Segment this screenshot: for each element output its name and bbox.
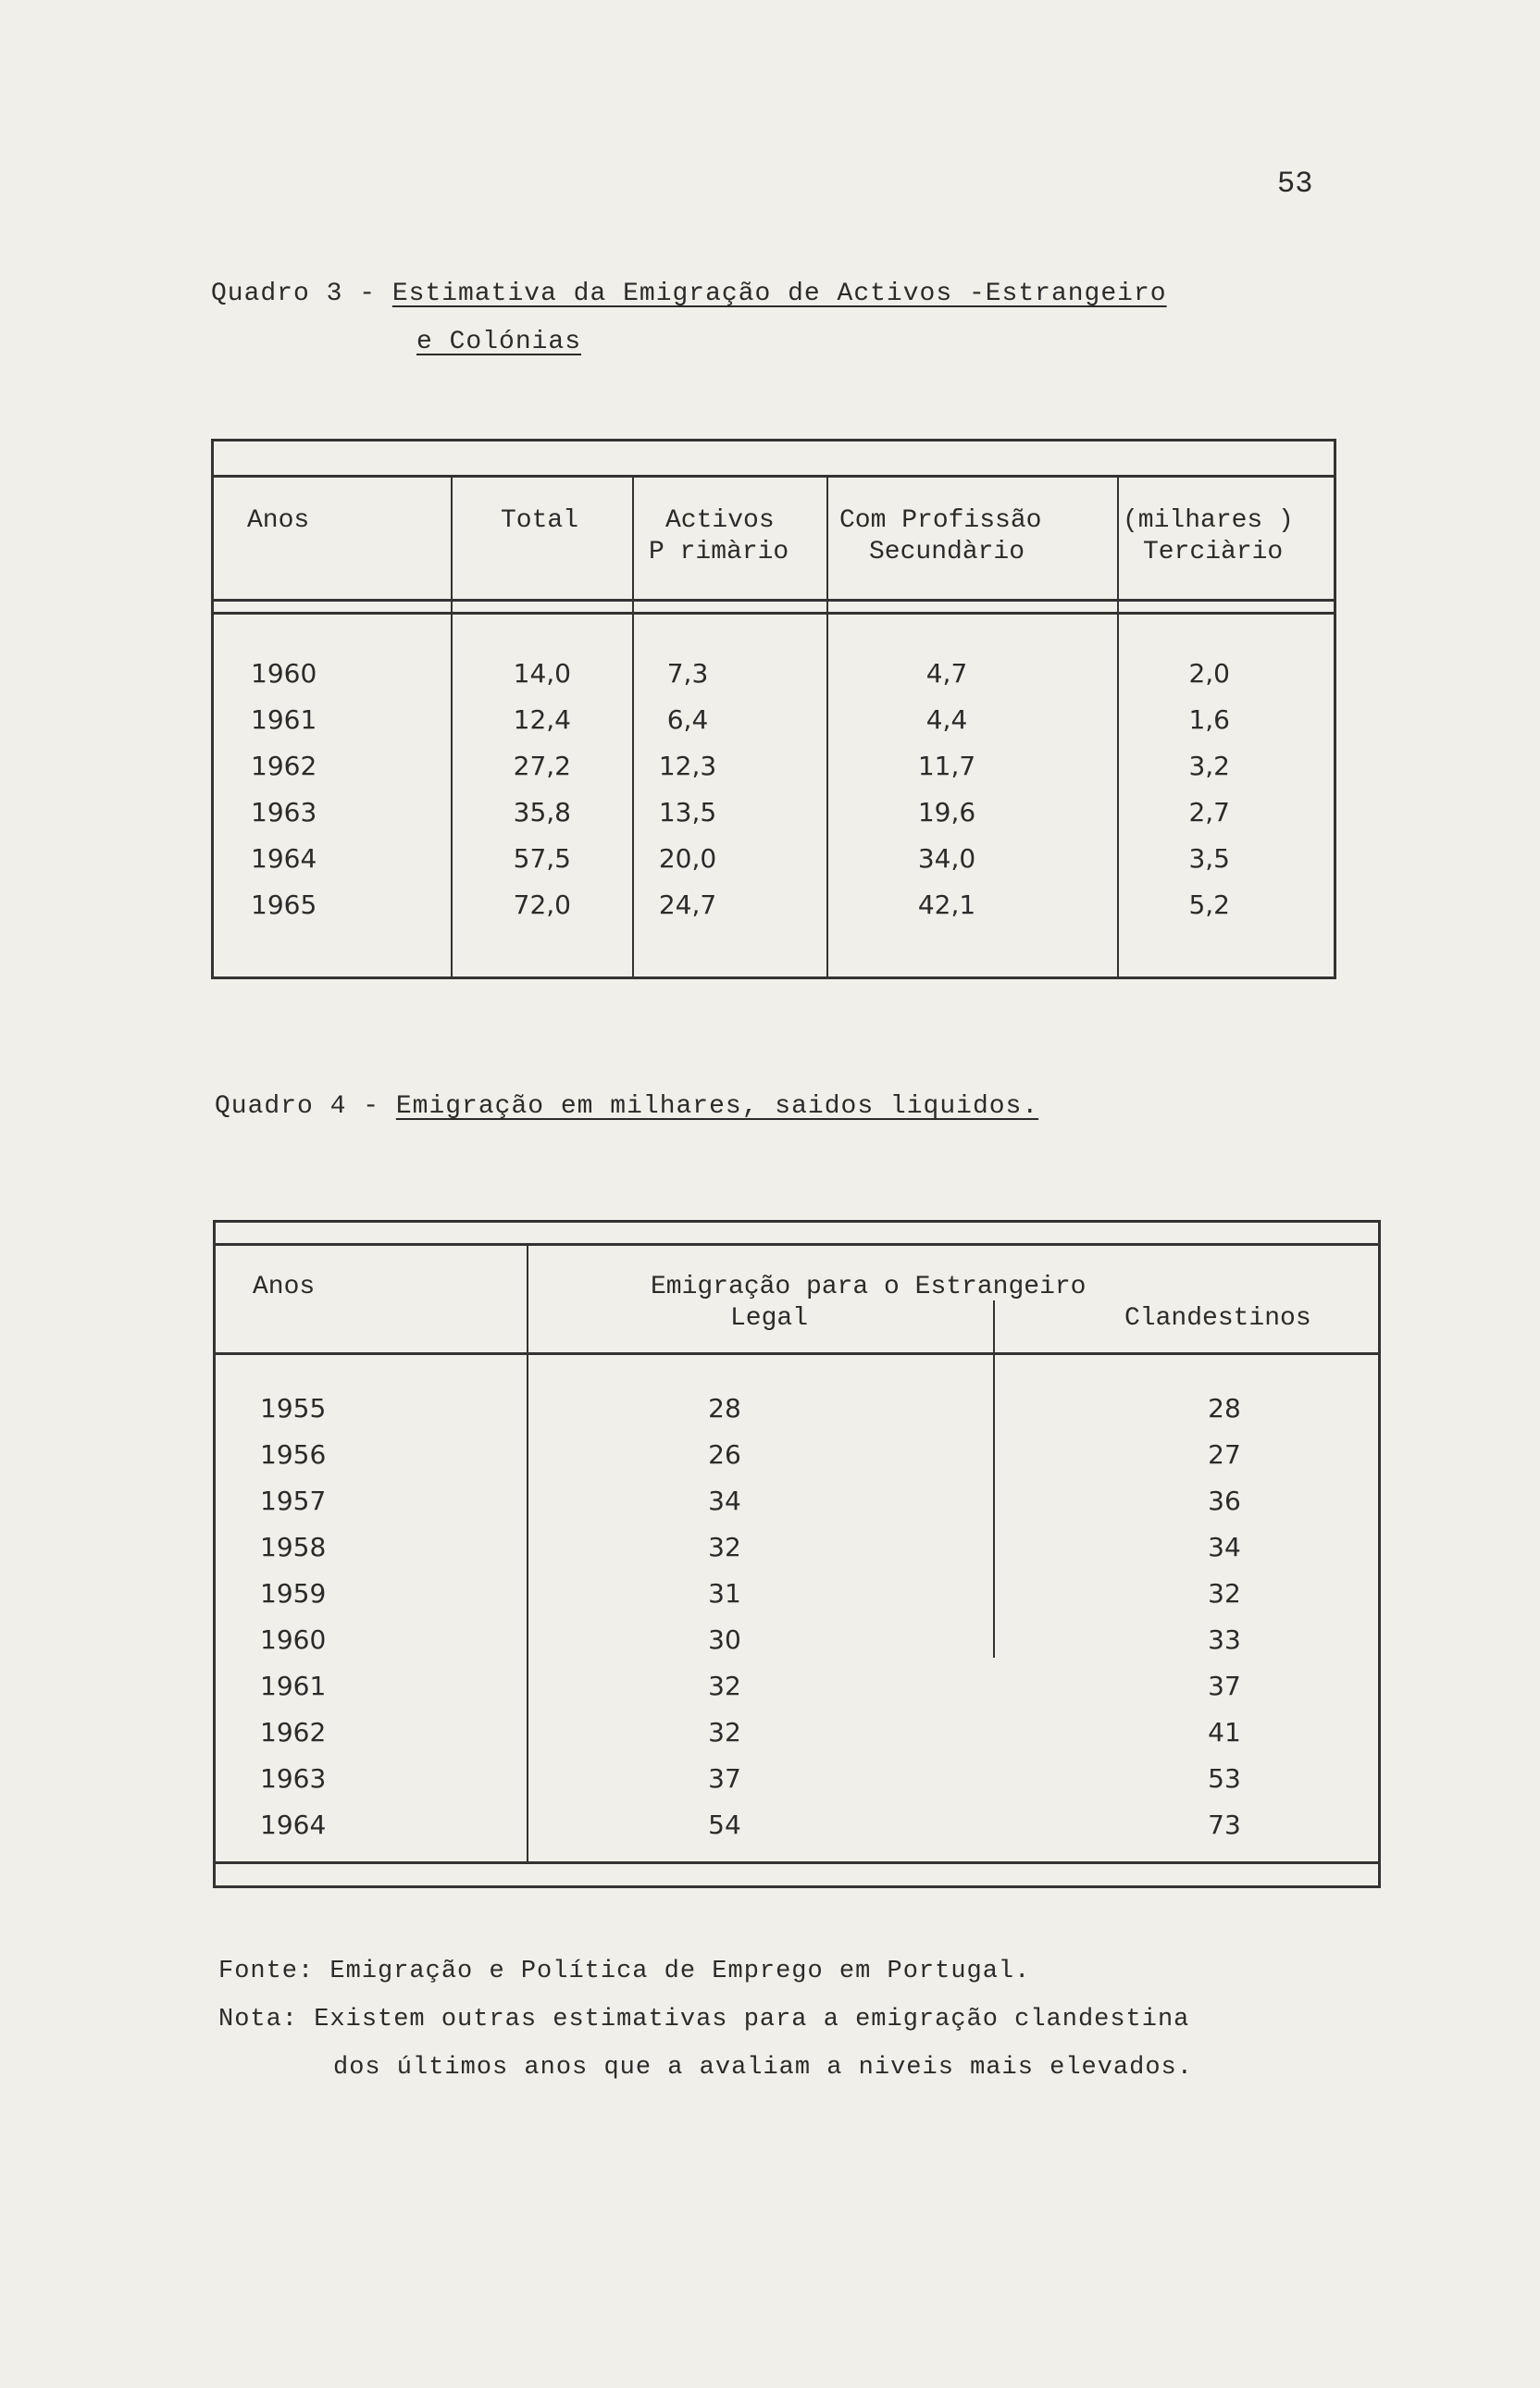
quadro4-legal: 26 [708,1439,741,1470]
quadro4-year: 1960 [260,1624,327,1655]
header-terciario: Terciàrio [1143,538,1284,566]
quadro4-year: 1961 [260,1671,327,1701]
quadro3-year: 1963 [251,797,317,827]
header-anos: Anos [253,1273,316,1301]
quadro4-year: 1962 [260,1717,327,1747]
quadro4-legal: 32 [708,1717,741,1747]
fonte-text: Emigração e Política de Emprego em Portugal. [329,1958,1031,1985]
quadro3-year: 1960 [251,658,317,689]
quadro3-secundario: 4,7 [925,658,968,689]
quadro3-secundario: 34,0 [917,843,976,874]
quadro4-legal: 54 [708,1810,741,1840]
quadro3-year: 1965 [251,889,317,920]
quadro4-clandestinos: 33 [1208,1624,1241,1655]
quadro4-year: 1964 [260,1810,327,1840]
quadro4-year: 1958 [260,1532,327,1562]
quadro4-legal: 37 [708,1763,741,1794]
page-number: 53 [1277,167,1313,201]
quadro4-legal: 28 [708,1393,741,1424]
quadro3-secundario: 4,4 [925,704,968,735]
quadro4-title: Emigração em milhares, saidos liquidos. [395,1092,1039,1121]
quadro3-year: 1961 [251,704,317,735]
header-emigracao-group: Emigração para o Estrangeiro [651,1273,1087,1301]
quadro3-primario: 6,4 [666,704,709,735]
quadro4-legal: 31 [708,1578,741,1609]
fonte-line [218,1947,1193,1996]
quadro3-label: Quadro 3 - [211,280,392,308]
notes-block [218,1947,1193,2092]
quadro4-clandestinos: 37 [1208,1671,1241,1701]
quadro3-terciario: 2,0 [1188,658,1230,689]
quadro4-caption [215,1092,1038,1121]
header-primario: P rimàrio [649,538,789,566]
quadro3-primario: 24,7 [658,889,717,920]
quadro4-year: 1956 [260,1439,327,1470]
quadro4-legal: 34 [708,1486,741,1516]
quadro3-title-line1: Estimativa da Emigração de Activos -Estrangeiro [391,280,1167,308]
quadro3-total: 14,0 [513,658,571,689]
header-clandestinos: Clandestinos [1124,1304,1311,1333]
header-total: Total [501,506,579,535]
quadro4-clandestinos: 32 [1208,1578,1241,1609]
nota-line [218,1996,1193,2044]
quadro3-total: 35,8 [513,797,571,827]
quadro4-year: 1963 [260,1763,327,1794]
header-legal: Legal [730,1304,809,1333]
quadro4-table [213,1220,1381,1888]
quadro4-clandestinos: 36 [1208,1486,1241,1516]
quadro3-terciario: 3,2 [1188,751,1230,781]
quadro4-legal: 32 [708,1671,741,1701]
quadro3-caption [211,270,1322,367]
header-activos: Activos [665,506,775,535]
header-milhares: (milhares ) [1123,506,1294,535]
quadro3-primario: 12,3 [658,751,717,781]
quadro3-terciario: 5,2 [1188,889,1230,920]
quadro3-primario: 20,0 [658,843,717,874]
quadro4-year: 1959 [260,1578,327,1609]
quadro4-legal: 30 [708,1624,741,1655]
quadro4-year: 1957 [260,1486,327,1516]
quadro3-table [211,439,1336,979]
quadro3-total: 27,2 [513,751,571,781]
quadro3-total: 72,0 [513,889,571,920]
quadro3-secundario: 11,7 [917,751,976,781]
nota-continuation: dos últimos anos que a avaliam a niveis mais elevados. [333,2054,1193,2082]
quadro3-primario: 7,3 [666,658,709,689]
quadro4-clandestinos: 53 [1208,1763,1241,1794]
quadro4-year: 1955 [260,1393,327,1424]
header-anos: Anos [247,506,310,535]
quadro4-label: Quadro 4 - [215,1092,396,1121]
quadro3-title-line2: e Colónias [416,328,582,356]
quadro4-clandestinos: 34 [1208,1532,1241,1562]
quadro4-clandestinos: 27 [1208,1439,1241,1470]
quadro3-total: 57,5 [513,843,571,874]
header-com-profissao: Com Profissão [839,506,1042,535]
quadro3-secundario: 19,6 [917,797,976,827]
quadro4-legal: 32 [708,1532,741,1562]
quadro3-secundario: 42,1 [917,889,976,920]
quadro3-total: 12,4 [513,704,571,735]
quadro3-terciario: 1,6 [1188,704,1230,735]
header-secundario: Secundàrio [869,538,1025,566]
fonte-label: Fonte: [218,1958,315,1985]
quadro4-clandestinos: 28 [1208,1393,1241,1424]
quadro3-year: 1962 [251,751,317,781]
quadro3-terciario: 3,5 [1188,843,1230,874]
quadro4-clandestinos: 73 [1208,1810,1241,1840]
quadro4-clandestinos: 41 [1208,1717,1241,1747]
quadro3-primario: 13,5 [658,797,717,827]
quadro3-year: 1964 [251,843,317,874]
quadro3-terciario: 2,7 [1188,797,1230,827]
nota-label: Nota: [218,2006,299,2034]
nota-text-line1: Existem outras estimativas para a emigração clandestina [314,2006,1190,2034]
